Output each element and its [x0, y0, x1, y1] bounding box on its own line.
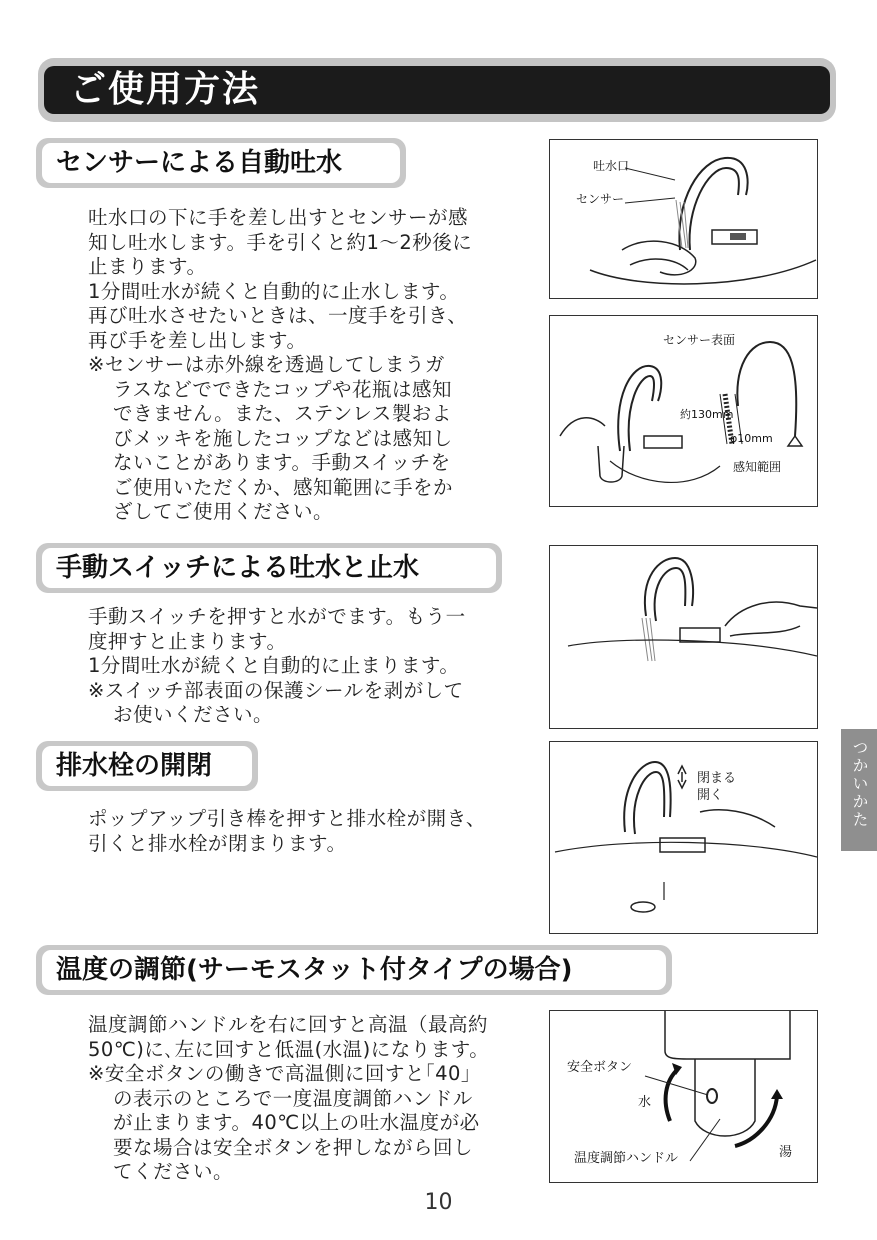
manual-body — [88, 605, 533, 728]
figure-auto-spout — [549, 139, 818, 299]
label-temperature-handle: 温度調節ハンドル — [574, 1151, 679, 1166]
label-safety-button: 安全ボタン — [567, 1060, 633, 1075]
note-line: ※スイッチ部表面の保護シールを剥がして — [88, 678, 464, 702]
section-heading-manual — [36, 543, 502, 593]
note-line: びメッキを施したコップなどは感知し — [113, 426, 453, 450]
section-heading-manual-text: 手動スイッチによる吐水と止水 — [56, 553, 419, 583]
sensor-body — [88, 206, 533, 525]
note-line: てください。 — [113, 1160, 234, 1183]
label-sensing-range: 感知範囲 — [733, 460, 782, 474]
text-line: 50℃)に､左に回すと低温(水温)になります。 — [88, 1037, 490, 1061]
text-line: 手動スイッチを押すと水がでます。もう一 — [88, 605, 466, 628]
figure-manual-switch — [549, 545, 818, 729]
page-number: 10 — [424, 1190, 453, 1215]
drain-body — [88, 807, 533, 856]
note-line: ざしてご使用ください。 — [113, 500, 334, 523]
text-line: 引くと排水栓が閉まります。 — [88, 831, 347, 855]
text-line: 吐水口の下に手を差し出すとセンサーが感 — [88, 206, 469, 229]
temperature-body — [88, 1013, 533, 1185]
note-line: の表示のところで一度温度調節ハンドル — [113, 1086, 473, 1110]
drain-illustration — [550, 742, 817, 933]
section-heading-sensor — [36, 138, 406, 188]
side-tab-label: つかいかた — [850, 739, 869, 829]
side-tab-usage[interactable] — [841, 729, 877, 851]
label-water: 水 — [638, 1095, 652, 1110]
note-line: ※センサーは赤外線を透過してしまうガ — [88, 353, 445, 376]
section-heading-temperature — [36, 945, 672, 995]
section-heading-drain — [36, 741, 258, 791]
text-line: 再び手を差し出します。 — [88, 328, 307, 352]
faucet-illustration — [550, 140, 817, 298]
text-line: 止まります。 — [88, 255, 207, 278]
page-title-bar — [38, 58, 836, 122]
note-line: 要な場合は安全ボタンを押しながら回し — [113, 1135, 474, 1159]
manual-switch-illustration — [550, 546, 817, 728]
label-sensor-surface: センサー表面 — [663, 333, 736, 347]
note-line: できません。また、ステンレス製およ — [113, 402, 452, 425]
text-line: 温度調節ハンドルを右に回すと高温（最高約 — [88, 1013, 489, 1036]
text-line: 度押すと止まります。 — [88, 629, 287, 653]
figure-sensor-range — [549, 315, 818, 507]
page-title-inner — [44, 66, 830, 114]
note-line: ラスなどでできたコップや花瓶は感知 — [113, 377, 453, 401]
text-line: 1分間吐水が続くと自動的に止水します。 — [88, 279, 460, 303]
label-open: 開く — [697, 788, 724, 803]
note-line: が止まります。40℃以上の吐水温度が必 — [113, 1111, 480, 1134]
note-line: ※安全ボタンの働きで高温側に回すと｢40｣ — [88, 1062, 472, 1085]
label-sensor: センサー — [576, 192, 625, 206]
text-line: 再び吐水させたいときは、一度手を引き、 — [88, 304, 468, 327]
section-heading-sensor-text: センサーによる自動吐水 — [56, 148, 343, 178]
label-diameter: φ10mm — [730, 432, 773, 445]
text-line: 知し吐水します。手を引くと約1～2秒後に — [88, 230, 473, 254]
text-line: 1分間吐水が続くと自動的に止まります。 — [88, 654, 460, 677]
section-heading-drain-text: 排水栓の開閉 — [56, 751, 213, 781]
note-line: お使いください。 — [113, 703, 274, 726]
page-title: ご使用方法 — [70, 69, 261, 110]
figure-drain — [549, 741, 818, 934]
note-line: ないことがあります。手動スイッチを — [113, 451, 451, 474]
label-close: 閉まる — [697, 771, 737, 786]
figure-temperature-handle — [549, 1010, 818, 1183]
label-distance: 約130mm — [680, 408, 734, 421]
label-hot: 湯 — [779, 1145, 793, 1160]
text-line: ポップアップ引き棒を押すと排水栓が開き、 — [88, 807, 486, 830]
section-heading-temperature-text: 温度の調節(サーモスタット付タイプの場合) — [56, 955, 573, 985]
label-spout: 吐水口 — [593, 159, 630, 173]
note-line: ご使用いただくか、感知範囲に手をか — [113, 475, 454, 499]
